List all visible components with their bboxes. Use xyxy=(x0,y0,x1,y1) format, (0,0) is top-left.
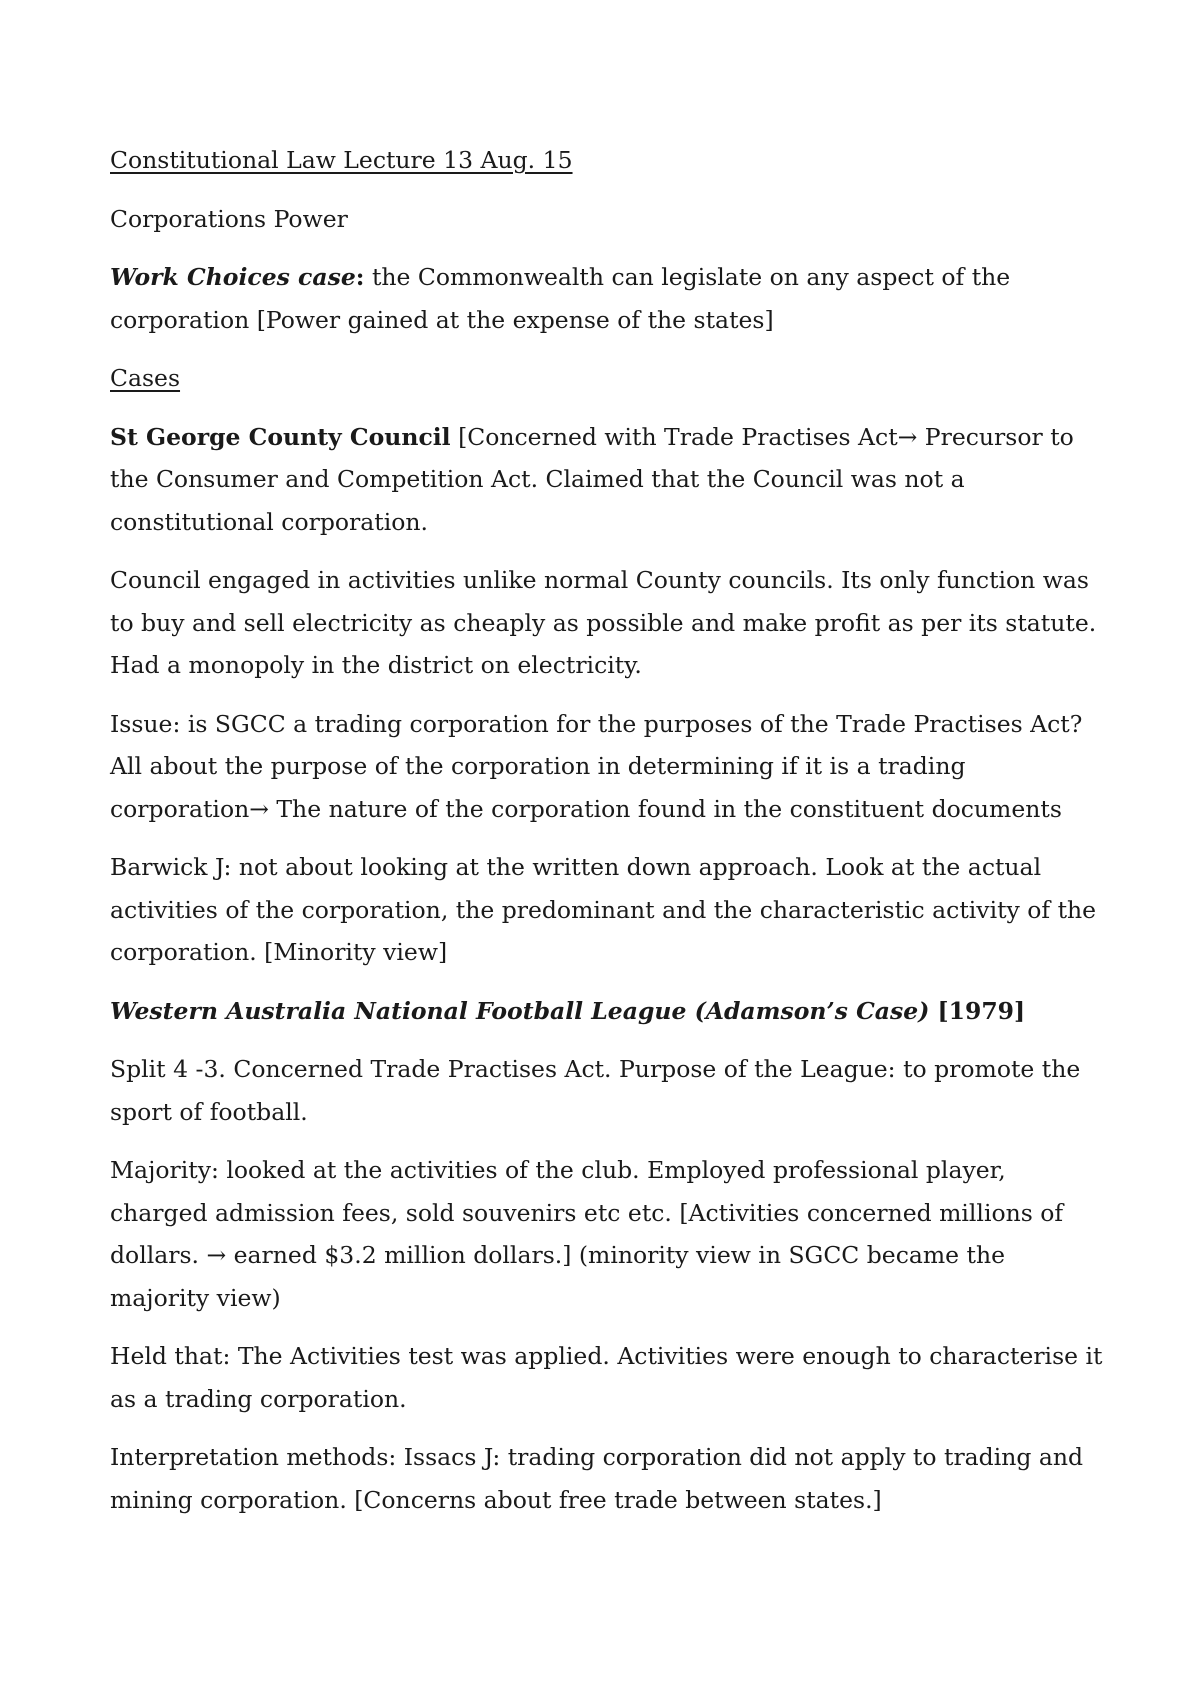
document-title: Constitutional Law Lecture 13 Aug. 15 xyxy=(110,146,573,174)
st-george-text: [Concerned with Trade Practises Act→ Precursor to the Consumer and Competition Act. Claimed that the Council was not a constitutional corporation. xyxy=(110,422,1074,536)
barwick-paragraph: Barwick J: not about looking at the written down approach. Look at the actual activities of the corporation, the predominant and the characteristic activity of the corporation. [Minority view] xyxy=(110,853,1097,966)
document-body xyxy=(110,139,1110,1537)
majority-paragraph: Majority: looked at the activities of the club. Employed professional player, charged admission fees, sold souvenirs etc etc. [Activities concerned millions of dollars. → earned $3.2 million dollars.] (minority view in SGCC became the majority view) xyxy=(110,1156,1064,1312)
work-choices-text: the Commonwealth can legislate on any aspect of the corporation [Power gained at the expense of the states] xyxy=(110,263,1011,334)
interpretation-paragraph: Interpretation methods: Issacs J: trading corporation did not apply to trading and mining corporation. [Concerns about free trade between states.] xyxy=(110,1443,1084,1514)
work-choices-colon: : xyxy=(355,263,365,291)
wanfl-heading xyxy=(110,990,1110,1033)
section-heading: Corporations Power xyxy=(110,204,348,233)
council-paragraph: Council engaged in activities unlike normal County councils. Its only function was to buy and sell electricity as cheaply as possible and make profit as per its statute. Had a monopoly in the district on electricity. xyxy=(110,566,1097,679)
cases-heading-line xyxy=(110,357,1110,400)
st-george-case-name: St George County Council xyxy=(110,422,451,451)
cases-heading: Cases xyxy=(110,364,181,392)
document-title-line xyxy=(110,139,1110,182)
held-paragraph: Held that: The Activities test was applied. Activities were enough to characterise it as a trading corporation. xyxy=(110,1342,1103,1413)
st-george-paragraph xyxy=(110,416,1110,544)
wanfl-year: [1979] xyxy=(929,996,1026,1025)
issue-paragraph: Issue: is SGCC a trading corporation for the purposes of the Trade Practises Act? All about the purpose of the corporation in determining if it is a trading corporation→ The nature of the corporation found in the constituent documents xyxy=(110,709,1083,823)
wanfl-case-name: Western Australia National Football League (Adamson’s Case) xyxy=(110,996,930,1025)
work-choices-case-name: Work Choices case xyxy=(110,263,356,291)
split-paragraph: Split 4 -3. Concerned Trade Practises Act. Purpose of the League: to promote the sport of football. xyxy=(110,1055,1081,1126)
work-choices-paragraph xyxy=(110,256,1110,341)
